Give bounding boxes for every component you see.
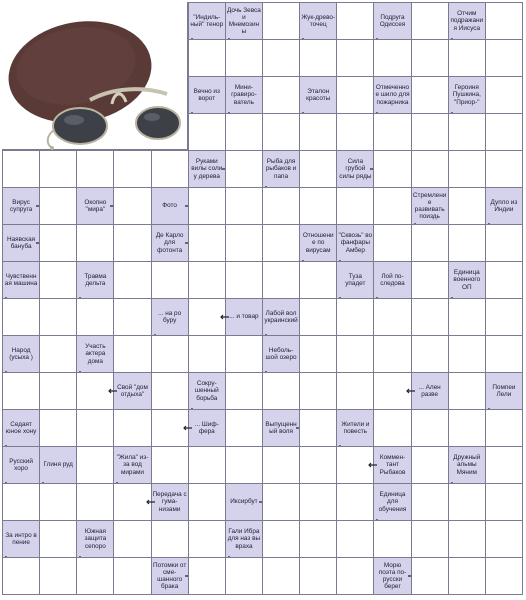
answer-cell[interactable] <box>76 298 114 336</box>
answer-cell[interactable] <box>336 2 374 40</box>
clue-cell <box>299 2 337 40</box>
clue-text: Единица военного ОП <box>453 269 481 291</box>
clue-text: Отчим подражания Иисуса <box>450 10 484 32</box>
answer-cell[interactable] <box>411 150 449 188</box>
answer-cell[interactable] <box>262 483 300 521</box>
clue-cell <box>336 224 374 262</box>
answer-cell[interactable] <box>151 372 189 410</box>
answer-cell[interactable] <box>151 446 189 484</box>
clue-cell <box>76 261 114 299</box>
answer-cell[interactable] <box>336 39 374 77</box>
answer-cell[interactable] <box>411 76 449 114</box>
answer-cell[interactable] <box>188 113 226 151</box>
clue-text: ... Шиф-фера <box>194 420 219 435</box>
beret-sunglasses-drawing <box>2 2 188 150</box>
clue-text: Травма дельта <box>84 272 107 287</box>
answer-cell[interactable] <box>151 409 189 447</box>
clue-text: Глиня руд <box>43 461 73 469</box>
answer-cell[interactable] <box>485 224 523 262</box>
answer-cell[interactable] <box>485 150 523 188</box>
answer-cell[interactable] <box>485 298 523 336</box>
answer-cell[interactable] <box>485 557 523 595</box>
answer-cell[interactable] <box>485 113 523 151</box>
answer-cell[interactable] <box>225 335 263 373</box>
clue-text: "Жила" из-за вод мирами <box>116 454 149 476</box>
clue-text: Отмеченное шило для пожарника <box>375 84 410 106</box>
answer-cell[interactable] <box>262 39 300 77</box>
answer-cell[interactable] <box>485 2 523 40</box>
answer-cell[interactable] <box>373 150 411 188</box>
clue-text: Вечно из ворот <box>193 87 220 102</box>
answer-cell[interactable] <box>485 520 523 558</box>
answer-cell[interactable] <box>225 446 263 484</box>
clue-cell <box>262 298 300 336</box>
clue-text: Вирус супруга <box>9 198 33 213</box>
clue-cell <box>2 520 40 558</box>
clue-text: Выпущенный воля <box>265 420 297 435</box>
answer-cell[interactable] <box>225 409 263 447</box>
clue-cell <box>485 187 523 225</box>
clue-text: Мини-гравиро-ватель <box>231 84 257 106</box>
answer-cell[interactable] <box>336 520 374 558</box>
clue-text: ... Ален разве <box>418 383 441 398</box>
answer-cell[interactable] <box>448 113 486 151</box>
answer-cell[interactable] <box>2 372 40 410</box>
clue-cell <box>2 187 40 225</box>
answer-cell[interactable] <box>299 39 337 77</box>
answer-cell[interactable] <box>225 150 263 188</box>
answer-cell[interactable] <box>336 76 374 114</box>
clue-cell <box>2 261 40 299</box>
answer-cell[interactable] <box>113 483 151 521</box>
clue-text: Наявская бануба <box>7 235 36 250</box>
answer-cell[interactable] <box>485 39 523 77</box>
answer-cell[interactable] <box>411 446 449 484</box>
answer-cell[interactable] <box>151 150 189 188</box>
clue-text: Руками вилы соли у дерева <box>191 158 223 180</box>
answer-cell[interactable] <box>411 113 449 151</box>
answer-cell[interactable] <box>39 298 77 336</box>
answer-cell[interactable] <box>76 150 114 188</box>
answer-cell[interactable] <box>39 557 77 595</box>
clue-text: Сила грубой силы ряды <box>339 158 372 180</box>
answer-cell[interactable] <box>448 187 486 225</box>
clue-cell <box>448 446 486 484</box>
answer-cell[interactable] <box>188 483 226 521</box>
answer-cell[interactable] <box>113 224 151 262</box>
answer-cell[interactable] <box>448 335 486 373</box>
clue-cell <box>373 557 411 595</box>
clue-cell <box>373 446 411 484</box>
answer-cell[interactable] <box>448 150 486 188</box>
answer-cell[interactable] <box>76 557 114 595</box>
clue-text: Потомки от сме-шанного брака <box>152 561 187 591</box>
clue-cell <box>299 76 337 114</box>
answer-cell[interactable] <box>336 113 374 151</box>
answer-cell[interactable] <box>39 150 77 188</box>
clue-cell <box>76 187 114 225</box>
answer-cell[interactable] <box>39 409 77 447</box>
answer-cell[interactable] <box>373 187 411 225</box>
clue-text: Чувственная машина <box>4 272 38 287</box>
clue-text: Седаят юное хону <box>5 420 37 435</box>
clue-text: Русский хоро <box>9 457 33 472</box>
answer-cell[interactable] <box>411 520 449 558</box>
right-lens <box>136 107 180 139</box>
clue-text: Свой "дом отдыха" <box>117 383 148 398</box>
answer-cell[interactable] <box>39 372 77 410</box>
clue-text: Туза упадет <box>345 272 366 287</box>
clue-cell <box>151 557 189 595</box>
answer-cell[interactable] <box>113 409 151 447</box>
answer-cell[interactable] <box>299 187 337 225</box>
answer-cell[interactable] <box>113 187 151 225</box>
answer-cell[interactable] <box>262 224 300 262</box>
answer-cell[interactable] <box>299 520 337 558</box>
clue-cell <box>411 187 449 225</box>
answer-cell[interactable] <box>2 557 40 595</box>
left-lens <box>53 108 107 144</box>
answer-cell[interactable] <box>2 150 40 188</box>
clue-text: "Индиль-ный" тенор <box>190 13 224 28</box>
answer-cell[interactable] <box>299 261 337 299</box>
answer-cell[interactable] <box>113 557 151 595</box>
clue-text: "Сквозь" во фанфары Амбер <box>338 232 373 254</box>
answer-cell[interactable] <box>299 298 337 336</box>
answer-cell[interactable] <box>336 298 374 336</box>
clue-text: Участь актера дома <box>85 343 106 365</box>
answer-cell[interactable] <box>262 2 300 40</box>
clue-cell <box>225 483 263 521</box>
answer-cell[interactable] <box>448 557 486 595</box>
answer-cell[interactable] <box>262 520 300 558</box>
clue-cell <box>2 446 40 484</box>
clue-cell <box>113 372 151 410</box>
answer-cell[interactable] <box>188 298 226 336</box>
answer-cell[interactable] <box>76 409 114 447</box>
clue-text: Единица для обучения <box>378 491 407 513</box>
answer-cell[interactable] <box>336 446 374 484</box>
answer-cell[interactable] <box>336 335 374 373</box>
clue-text: Иксирбут <box>230 498 258 506</box>
clue-cell <box>225 76 263 114</box>
clue-cell <box>485 372 523 410</box>
clue-cell <box>225 520 263 558</box>
answer-cell[interactable] <box>485 76 523 114</box>
answer-cell[interactable] <box>411 483 449 521</box>
clue-cell <box>262 150 300 188</box>
answer-cell[interactable] <box>373 298 411 336</box>
answer-cell[interactable] <box>448 520 486 558</box>
answer-cell[interactable] <box>188 224 226 262</box>
answer-cell[interactable] <box>411 261 449 299</box>
sunglasses-and-beret-image <box>2 2 188 150</box>
clue-cell <box>2 224 40 262</box>
clue-cell <box>373 76 411 114</box>
answer-cell[interactable] <box>411 224 449 262</box>
clue-cell <box>76 520 114 558</box>
answer-cell[interactable] <box>299 113 337 151</box>
answer-cell[interactable] <box>336 187 374 225</box>
clue-cell <box>188 372 226 410</box>
answer-cell[interactable] <box>485 261 523 299</box>
clue-text: Стремление развивать поиздь <box>412 191 447 221</box>
clue-text: Дружный альмы Мяним <box>453 454 481 476</box>
answer-cell[interactable] <box>39 335 77 373</box>
answer-cell[interactable] <box>113 298 151 336</box>
answer-cell[interactable] <box>485 483 523 521</box>
answer-cell[interactable] <box>411 2 449 40</box>
answer-cell[interactable] <box>336 372 374 410</box>
answer-cell[interactable] <box>373 520 411 558</box>
answer-cell[interactable] <box>225 372 263 410</box>
answer-cell[interactable] <box>113 150 151 188</box>
clue-cell <box>336 261 374 299</box>
answer-cell[interactable] <box>225 557 263 595</box>
answer-cell[interactable] <box>262 446 300 484</box>
clue-cell <box>76 335 114 373</box>
clue-cell <box>336 409 374 447</box>
clue-cell <box>448 2 486 40</box>
answer-cell[interactable] <box>188 520 226 558</box>
answer-cell[interactable] <box>448 39 486 77</box>
answer-cell[interactable] <box>373 409 411 447</box>
answer-cell[interactable] <box>2 298 40 336</box>
answer-cell[interactable] <box>373 372 411 410</box>
answer-cell[interactable] <box>299 446 337 484</box>
clue-cell <box>448 76 486 114</box>
clue-cell <box>113 446 151 484</box>
clue-text: ... на ро буру <box>158 309 182 324</box>
answer-cell[interactable] <box>151 261 189 299</box>
answer-cell[interactable] <box>485 446 523 484</box>
answer-cell[interactable] <box>151 520 189 558</box>
answer-cell[interactable] <box>2 483 40 521</box>
answer-cell[interactable] <box>373 39 411 77</box>
clue-cell <box>373 2 411 40</box>
answer-cell[interactable] <box>225 261 263 299</box>
answer-cell[interactable] <box>299 372 337 410</box>
answer-cell[interactable] <box>262 261 300 299</box>
clue-text: Дочь Зевса и Мнемозины <box>227 6 261 36</box>
clue-cell <box>188 409 226 447</box>
clue-text: Сокру-шенный борьба <box>194 380 219 402</box>
answer-cell[interactable] <box>225 187 263 225</box>
clue-text: Жители и повесть <box>341 420 370 435</box>
clue-cell <box>448 261 486 299</box>
clue-cell <box>225 298 263 336</box>
answer-cell[interactable] <box>76 483 114 521</box>
answer-cell[interactable] <box>39 261 77 299</box>
answer-cell[interactable] <box>151 335 189 373</box>
clue-text: Окопно "мира" <box>84 198 107 213</box>
answer-cell[interactable] <box>448 409 486 447</box>
answer-cell[interactable] <box>188 557 226 595</box>
answer-cell[interactable] <box>448 483 486 521</box>
clue-cell <box>2 409 40 447</box>
answer-cell[interactable] <box>188 335 226 373</box>
clue-cell <box>188 76 226 114</box>
clue-cell <box>336 150 374 188</box>
answer-cell[interactable] <box>113 335 151 373</box>
clue-text: Лой по-следова <box>380 272 405 287</box>
answer-cell[interactable] <box>76 224 114 262</box>
clue-text: Фото <box>162 202 177 210</box>
clue-text: ... и товар <box>229 313 259 321</box>
answer-cell[interactable] <box>262 372 300 410</box>
answer-cell[interactable] <box>299 483 337 521</box>
clue-text: Передача с гума-низами <box>152 491 187 513</box>
clue-text: Отношение по вирусам <box>302 232 334 254</box>
answer-cell[interactable] <box>188 446 226 484</box>
answer-cell[interactable] <box>485 335 523 373</box>
answer-cell[interactable] <box>76 446 114 484</box>
answer-cell[interactable] <box>336 483 374 521</box>
answer-cell[interactable] <box>188 187 226 225</box>
answer-cell[interactable] <box>39 187 77 225</box>
clue-cell <box>188 2 226 40</box>
clue-cell <box>373 483 411 521</box>
answer-cell[interactable] <box>411 39 449 77</box>
answer-cell[interactable] <box>299 409 337 447</box>
answer-cell[interactable] <box>262 557 300 595</box>
clue-cell <box>373 261 411 299</box>
answer-cell[interactable] <box>76 372 114 410</box>
clue-text: Подруга Одиссея <box>379 13 406 28</box>
clue-text: За интро в пение <box>5 531 37 546</box>
clue-text: Эталон красоты <box>306 87 331 102</box>
answer-cell[interactable] <box>373 113 411 151</box>
clue-cell <box>151 224 189 262</box>
answer-cell[interactable] <box>485 409 523 447</box>
answer-cell[interactable] <box>39 224 77 262</box>
clue-text: Жук-древо-точец <box>301 13 336 28</box>
answer-cell[interactable] <box>411 298 449 336</box>
clue-text: Дупло из Индии <box>490 198 518 213</box>
clue-text: Героиня Пушкина, "Приор-" <box>452 84 481 106</box>
answer-cell[interactable] <box>262 113 300 151</box>
answer-cell[interactable] <box>373 335 411 373</box>
answer-cell[interactable] <box>448 372 486 410</box>
clue-cell <box>151 187 189 225</box>
clue-cell <box>262 335 300 373</box>
answer-cell[interactable] <box>39 520 77 558</box>
answer-cell[interactable] <box>448 224 486 262</box>
clue-text: Народ (усыха ) <box>9 346 33 361</box>
answer-cell[interactable] <box>225 113 263 151</box>
clue-text: Гали Ибра для наз вы враха <box>227 528 261 550</box>
clue-cell <box>39 446 77 484</box>
answer-cell[interactable] <box>113 520 151 558</box>
answer-cell[interactable] <box>299 557 337 595</box>
answer-cell[interactable] <box>113 261 151 299</box>
answer-cell[interactable] <box>225 39 263 77</box>
answer-cell[interactable] <box>411 335 449 373</box>
clue-text: Морю поэта по-русски берег <box>378 561 407 591</box>
clue-text: Неболь-шой озеро <box>265 346 297 361</box>
answer-cell[interactable] <box>39 483 77 521</box>
answer-cell[interactable] <box>411 409 449 447</box>
answer-cell[interactable] <box>373 224 411 262</box>
answer-cell[interactable] <box>448 298 486 336</box>
clue-cell <box>151 298 189 336</box>
answer-cell[interactable] <box>299 335 337 373</box>
clue-text: Де Карло для фотонта <box>155 232 184 254</box>
clue-cell <box>151 483 189 521</box>
answer-cell[interactable] <box>411 557 449 595</box>
clue-cell <box>225 2 263 40</box>
answer-cell[interactable] <box>188 261 226 299</box>
clue-text: Коммен-тант Рыбаков <box>379 454 406 476</box>
clue-text: Рыба для рыбаков и папа <box>265 158 297 180</box>
answer-cell[interactable] <box>188 39 226 77</box>
clue-cell <box>411 372 449 410</box>
clue-cell <box>2 335 40 373</box>
answer-cell[interactable] <box>262 187 300 225</box>
clue-text: Южная защита сепоро <box>84 528 107 550</box>
answer-cell[interactable] <box>225 224 263 262</box>
clue-text: Лабой вол украинский <box>264 309 298 324</box>
clue-cell <box>299 224 337 262</box>
clue-cell <box>262 409 300 447</box>
clue-cell <box>188 150 226 188</box>
answer-cell[interactable] <box>299 150 337 188</box>
answer-cell[interactable] <box>336 557 374 595</box>
answer-cell[interactable] <box>262 76 300 114</box>
clue-text: Помпеи Лели <box>492 383 516 398</box>
